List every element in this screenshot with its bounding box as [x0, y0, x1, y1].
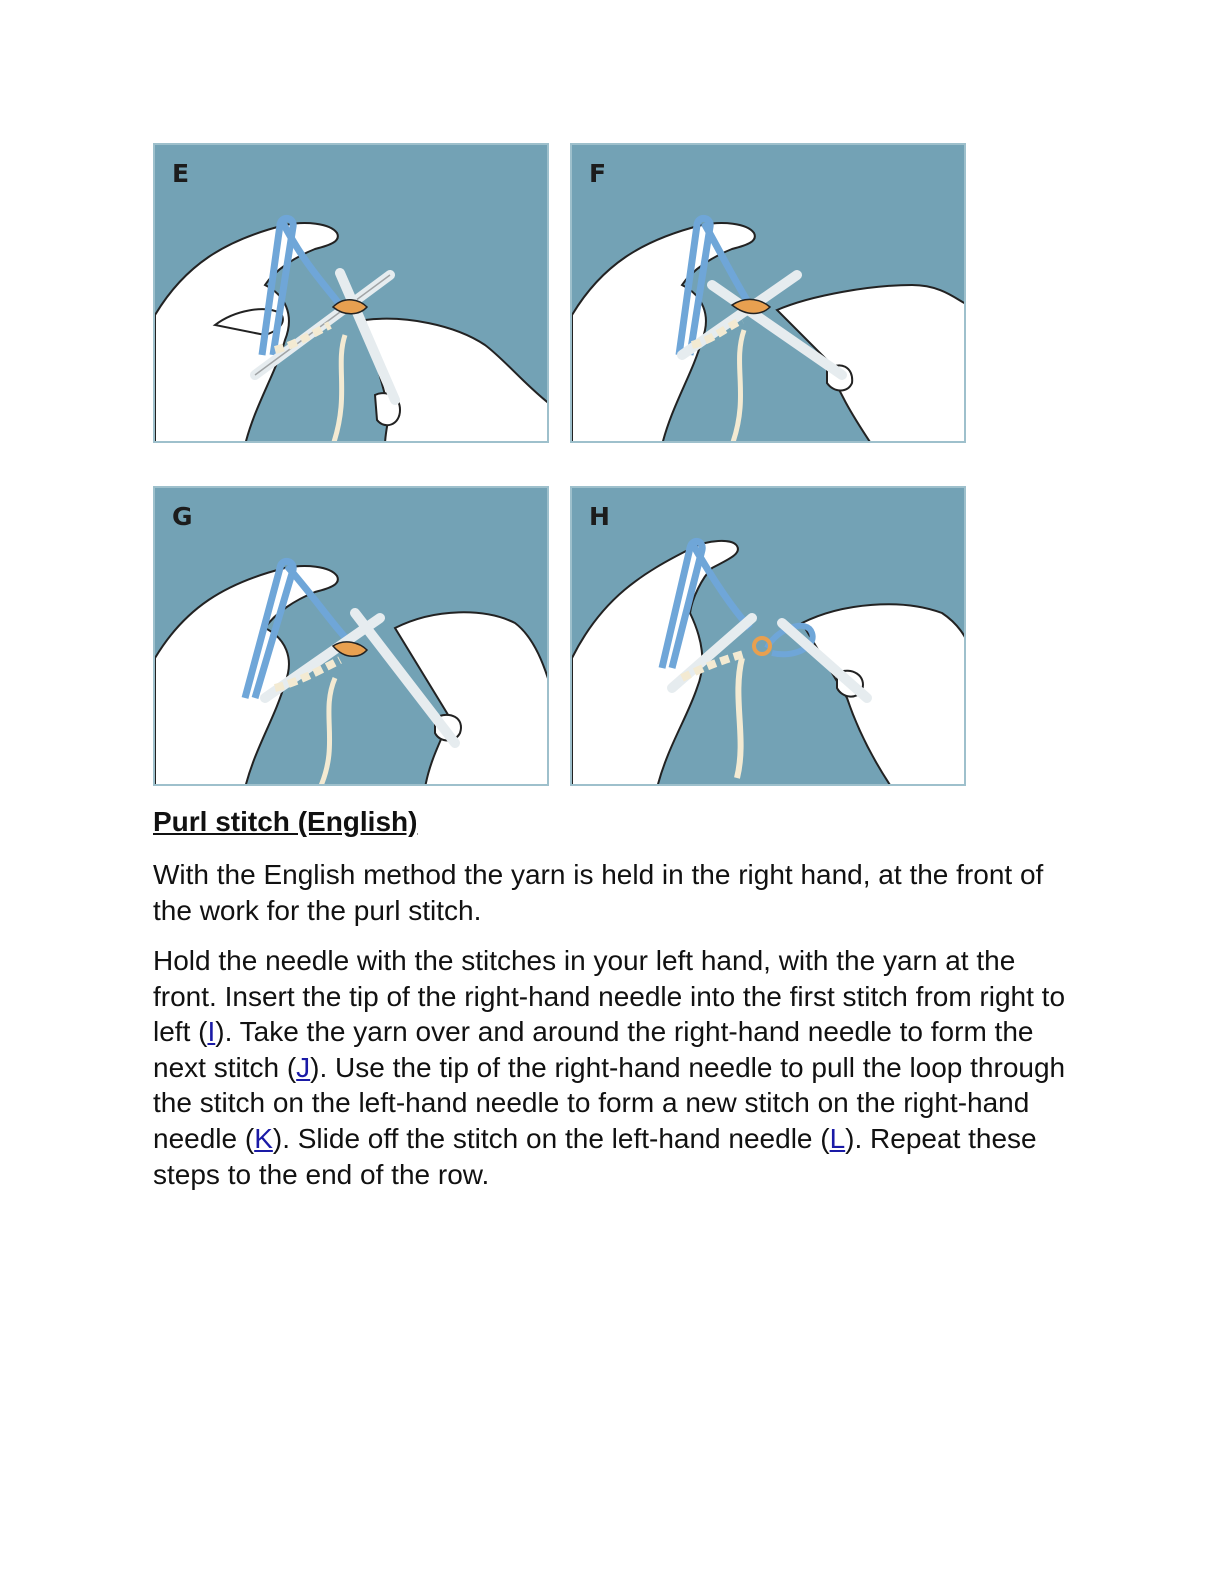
figure-link-k[interactable]: K	[254, 1122, 273, 1154]
figure-letter: F	[589, 159, 607, 188]
figure-e	[153, 143, 549, 443]
intro-paragraph: With the English method the yarn is held in the right hand, at the front of the work for the purl stitch.	[153, 859, 1044, 926]
figure-link-j[interactable]: J	[296, 1051, 311, 1083]
para-text: Hold the needle with the stitches in your left hand, with the yarn at the front. Insert the tip of the right-hand needle into the first stitch from right to left (	[153, 945, 1066, 1048]
para-text: ). Use the tip of the right-hand needle to pull the loop through the stitch on the left-hand needle to form a new stitch on the right-hand needle (	[153, 1051, 1066, 1154]
figure-h	[570, 486, 966, 786]
instructions-paragraph	[153, 943, 1073, 1192]
para-text: ). Repeat these steps to the end of the row.	[153, 1122, 1037, 1190]
knitting-illustration-f	[572, 145, 966, 443]
figure-f	[570, 143, 966, 443]
para-text: ). Slide off the stitch on the left-hand needle (	[272, 1122, 830, 1154]
figure-g	[153, 486, 549, 786]
figure-letter: E	[172, 159, 190, 188]
figure-link-i[interactable]: I	[207, 1016, 216, 1048]
section-heading: Purl stitch (English)	[153, 806, 418, 837]
knitting-illustration-e	[155, 145, 549, 443]
para-text: ). Take the yarn over and around the right-hand needle to form the next stitch (	[153, 1016, 1034, 1083]
figure-letter: H	[589, 502, 610, 531]
figure-link-l[interactable]: L	[829, 1122, 846, 1154]
knitting-illustration-h	[572, 488, 966, 786]
knitting-illustration-g	[155, 488, 549, 786]
figure-letter: G	[172, 502, 193, 531]
